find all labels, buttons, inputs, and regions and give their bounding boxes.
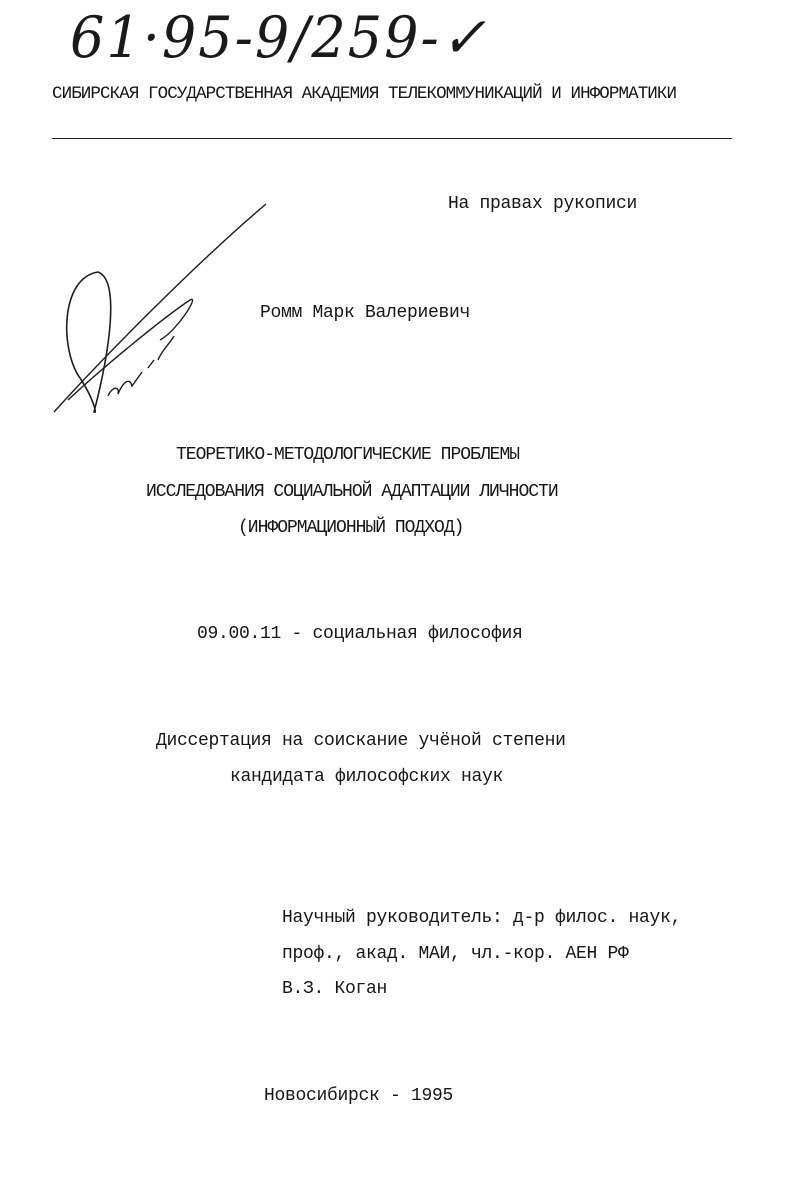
supervisor-line-1: Научный руководитель: д-р филос. наук, bbox=[282, 908, 682, 928]
author-name: Ромм Марк Валериевич bbox=[260, 303, 471, 323]
signature-stroke bbox=[54, 204, 266, 412]
supervisor-line-3: В.З. Коган bbox=[282, 979, 388, 999]
author-signature bbox=[50, 200, 280, 425]
title-line-3: (ИНФОРМАЦИОННЫЙ ПОДХОД) bbox=[238, 518, 464, 538]
dissertation-line-2: кандидата философских наук bbox=[230, 767, 504, 787]
supervisor-line-2: проф., акад. МАИ, чл.-кор. АЕН РФ bbox=[282, 944, 629, 964]
city-year: Новосибирск - 1995 bbox=[264, 1086, 454, 1106]
manuscript-note: На правах рукописи bbox=[448, 194, 638, 214]
institution-name: СИБИРСКАЯ ГОСУДАРСТВЕННАЯ АКАДЕМИЯ ТЕЛЕКОММУНИКАЦИЙ И ИНФОРМАТИКИ bbox=[52, 84, 677, 104]
archive-code-handwritten: 61·95-9/259-✓ bbox=[70, 4, 488, 71]
title-line-2: ИССЛЕДОВАНИЯ СОЦИАЛЬНОЙ АДАПТАЦИИ ЛИЧНОСТИ bbox=[146, 482, 558, 502]
specialty-code: 09.00.11 - социальная философия bbox=[197, 624, 523, 644]
dissertation-line-1: Диссертация на соискание учёной степени bbox=[156, 731, 566, 751]
title-line-1: ТЕОРЕТИКО-МЕТОДОЛОГИЧЕСКИЕ ПРОБЛЕМЫ bbox=[176, 445, 520, 465]
signature-flourish bbox=[68, 299, 193, 400]
header-divider bbox=[52, 138, 732, 139]
